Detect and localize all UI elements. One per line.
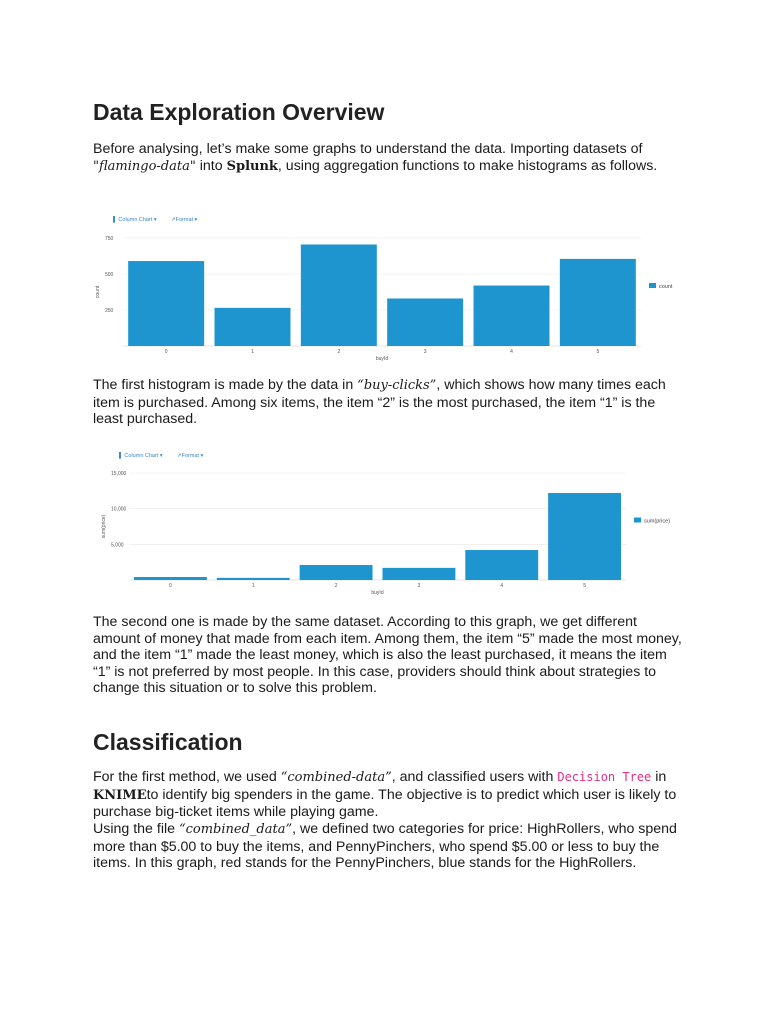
y-axis-label: sum(price) — [101, 514, 107, 539]
bar-5 — [548, 493, 621, 580]
chart-sum-price-svg — [93, 446, 683, 598]
x-tick-label: 4 — [500, 583, 504, 589]
chart-count-svg — [93, 210, 683, 365]
bar-1 — [217, 578, 290, 580]
dataset-name-flamingo: "flamingo-data" — [93, 158, 196, 174]
class-p1-text-d: to identify big spenders in the game. The objective is to predict which user is likely to purchase big-ticket items while playing game. — [93, 786, 677, 821]
chart-count-by-buyid — [93, 210, 683, 365]
x-tick-label: 3 — [423, 349, 427, 355]
toolbar-column-chart-button[interactable]: ▌ Column Chart ▾ — [113, 217, 157, 223]
y-tick-label: 10,000 — [111, 506, 127, 513]
x-axis-label: buyId — [375, 356, 389, 362]
toolbar-column-chart-button[interactable]: ▌ Column Chart ▾ — [119, 453, 163, 459]
bar-2 — [300, 565, 373, 580]
intro-paragraph — [93, 141, 683, 175]
x-tick-label: 2 — [337, 349, 341, 355]
bar-4 — [474, 286, 550, 346]
bar-5 — [560, 259, 636, 346]
legend-swatch — [649, 283, 656, 288]
section-title-data-exploration: Data Exploration Overview — [93, 99, 385, 125]
bar-0 — [134, 577, 207, 580]
chart-sum-price-by-buyid — [93, 446, 683, 598]
class-p2-text-a: Using the file — [93, 821, 179, 837]
y-axis-label: count — [95, 285, 101, 299]
intro-text-1: Before analysing, let’s make some graphs to understand the data. Importing datasets of — [93, 141, 643, 157]
chart2-description: The second one is made by the same dataset. According to this graph, we get different amount of money that made from each item. Among them, the item “5” made the most money, and the item “1” made the least money, which is also the least purchased, it means the item “1” is not preferred by most people. In this case, providers should think about strategies to change this situation or to solve this problem. — [93, 614, 682, 697]
tool-name-splunk: Splunk — [226, 158, 278, 174]
dataset-name-combined-underscore-data: “combined_data” — [178, 822, 293, 837]
bar-3 — [382, 568, 455, 580]
bar-0 — [128, 261, 204, 346]
chart1-desc-text-1: The first histogram is made by the data in — [93, 377, 358, 393]
intro-text-3: , using aggregation functions to make histograms as follows. — [277, 157, 658, 174]
x-tick-label: 4 — [510, 349, 513, 355]
x-axis-label: buyId — [371, 590, 384, 596]
classification-paragraph-1 — [93, 769, 683, 821]
class-p2-text-b: , we defined two categories for price: HighRollers, who spend more than $5.00 to buy the items, and PennyPinchers, who spend $5.00 or less to buy the items. In this graph, red stands for the PennyPinchers, blue stands for the HighRollers. — [93, 821, 677, 872]
x-tick-label: 2 — [334, 583, 338, 589]
x-tick-label: 3 — [417, 583, 421, 589]
legend-swatch — [634, 518, 641, 523]
x-tick-label: 1 — [251, 583, 255, 589]
legend-label: count — [659, 284, 673, 290]
y-tick-label: 500 — [105, 272, 114, 278]
dataset-name-buy-clicks: “buy-clicks” — [357, 378, 437, 393]
toolbar-format-button[interactable]: ↗Format ▾ — [177, 453, 204, 459]
x-tick-label: 0 — [164, 349, 168, 355]
x-tick-label: 0 — [169, 583, 172, 589]
x-tick-label: 5 — [583, 583, 586, 589]
tool-name-knime: KNIME — [93, 787, 147, 803]
bar-3 — [387, 298, 463, 346]
section-title-classification: Classification — [93, 729, 243, 755]
x-tick-label: 5 — [596, 349, 600, 355]
bar-4 — [465, 550, 538, 580]
code-decision-tree: Decision Tree — [557, 770, 652, 784]
class-p1-text-c: in — [651, 769, 667, 785]
dataset-name-combined-data: “combined-data” — [280, 770, 392, 785]
y-tick-label: 250 — [105, 308, 114, 314]
bar-1 — [215, 308, 291, 346]
chart1-description — [93, 377, 683, 428]
class-p1-text-a: For the first method, we used — [93, 769, 281, 785]
legend-label: sum(price) — [644, 518, 670, 525]
bar-2 — [301, 244, 377, 346]
chart1-desc-text-2: , which shows how many times each item is purchased. Among six items, the item “2” is the most purchased, the item “1” is the least purchased. — [93, 377, 666, 428]
y-tick-label: 5,000 — [111, 542, 124, 549]
y-tick-label: 750 — [105, 236, 114, 242]
toolbar-format-button[interactable]: ↗Format ▾ — [171, 217, 198, 223]
classification-paragraph-2 — [93, 821, 683, 872]
intro-text-2: into — [195, 157, 227, 174]
x-tick-label: 1 — [251, 349, 254, 355]
class-p1-text-b: , and classified users with — [391, 769, 558, 785]
y-tick-label: 15,000 — [111, 471, 127, 477]
